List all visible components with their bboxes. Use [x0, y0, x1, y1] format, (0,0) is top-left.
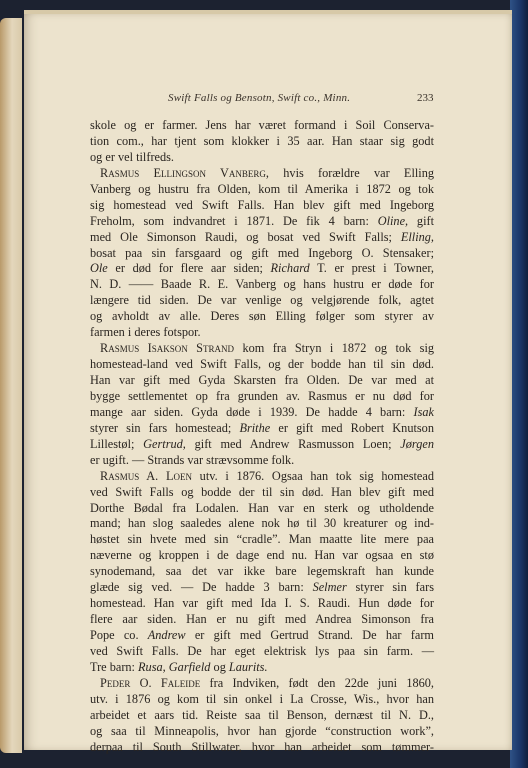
- text-run: ved Swift Falls og bodde der til sin død. Han blev gift med: [90, 484, 434, 499]
- text-line: [90, 644, 434, 660]
- text-line: [90, 230, 434, 246]
- text-run: ved Swift Falls. De har eget elektrisk lys paa sin farm. —: [90, 643, 434, 658]
- text-line: [90, 437, 434, 453]
- text-run: Isak: [413, 404, 434, 419]
- text-run: synodemand, saa det var ikke bare legemskraft han kunde: [90, 564, 434, 579]
- text-run: Oline,: [377, 213, 409, 228]
- text-run: Andrew: [147, 628, 186, 642]
- text-line: [90, 724, 434, 740]
- text-run: gift med Andrew Rasmusson Loen;: [185, 436, 401, 451]
- text-run: er død for flere aar siden;: [107, 261, 271, 276]
- text-run: og saa til Minneapolis, hvor han gjorde “construction work”,: [90, 723, 434, 738]
- text-run: hvis forældre var Elling: [269, 165, 434, 180]
- text-run: Brithe: [239, 420, 271, 435]
- text-run: Rusa, Garfield: [138, 659, 211, 674]
- text-run: Richard: [270, 261, 310, 276]
- text-line: [90, 214, 434, 230]
- text-run: med Ole Simonson Raudi, og bosat ved Swift Falls;: [90, 229, 401, 244]
- text-run: er gift med Gertrud Strand. De har farm: [185, 628, 434, 642]
- text-run: Vanberg og hustru fra Olden, kom til Amerika i 1872 og tok: [90, 181, 434, 196]
- text-run: utv. i 1876 og kom til sin onkel i La Crosse, Wis., hvor han: [90, 691, 434, 706]
- text-run: glæde sig ved. — De hadde 3 barn:: [90, 580, 313, 595]
- text-line: [90, 580, 434, 596]
- body-text: [90, 118, 434, 756]
- text-line: [90, 277, 434, 293]
- text-line: [90, 341, 434, 357]
- text-run: bosat paa sin farsgaard og gift med Ingeborg O. Stensaker;: [90, 245, 434, 260]
- text-run: Rasmus Ellingson Vanberg,: [100, 165, 269, 180]
- text-run: tion com., har tjent som klokker i 35 aar. Han staar sig godt: [90, 133, 434, 148]
- text-run: styrer sin fars homestead;: [90, 420, 240, 435]
- text-line: [90, 676, 434, 692]
- text-run: skole og er farmer. Jens har været formand i Soil Conserva-: [90, 118, 434, 132]
- text-run: gift: [408, 213, 435, 228]
- text-run: Laurits.: [228, 659, 268, 674]
- text-run: Rasmus Isakson Strand: [100, 341, 235, 356]
- text-line: [90, 564, 434, 580]
- text-run: T. er prest i Towner,: [309, 261, 434, 276]
- text-line: [90, 405, 434, 421]
- text-run: og: [210, 659, 229, 674]
- text-run: Peder O. Faleide: [100, 675, 201, 690]
- text-run: næverne og kroppen i de dage end nu. Han var ogsaa en stø: [90, 548, 434, 563]
- text-run: Lillestøl;: [90, 436, 144, 451]
- text-line: [90, 261, 434, 277]
- text-line: [90, 309, 434, 325]
- text-run: og er vel tilfreds.: [90, 149, 175, 164]
- text-run: er gift med Robert Knutson: [270, 420, 434, 435]
- text-run: mand; han slog saaledes alene nok hø til 30 kreaturer og ind-: [90, 516, 434, 531]
- text-line: [90, 612, 434, 628]
- text-run: Tre barn:: [90, 659, 139, 674]
- text-run: Rasmus A. Loen: [100, 468, 192, 483]
- text-line: [90, 708, 434, 724]
- text-run: Han var gift med Gyda Skarsten fra Olden. De var med at: [90, 373, 434, 387]
- text-run: Jørgen: [400, 436, 434, 451]
- text-run: arbeidet et aars tid. Reiste saa til Benson, dernæst til N. D.,: [90, 707, 434, 722]
- text-line: [90, 357, 434, 373]
- text-run: bygge settlementet op fra grunden av. Rasmus er nu død for: [90, 388, 434, 403]
- text-line: [90, 548, 434, 564]
- text-line: [90, 198, 434, 214]
- text-line: [90, 596, 434, 612]
- text-line: [90, 134, 434, 150]
- text-line: [90, 660, 434, 676]
- text-run: derpaa til South Stillwater, hvor han arbeidet som tømmer-: [90, 739, 434, 754]
- text-run: sig homestead ved Swift Falls. Han blev gift med Ingeborg: [90, 197, 434, 212]
- text-run: kom fra Stryn i 1872 og tok sig: [234, 341, 435, 356]
- running-head: Swift Falls og Bensotn, Swift co., Minn.: [168, 92, 351, 104]
- text-line: [90, 166, 434, 182]
- text-line: [90, 692, 434, 708]
- text-run: mange aar siden. Gyda døde i 1939. De hadde 4 barn:: [90, 404, 414, 419]
- text-line: [90, 740, 434, 756]
- text-line: [90, 325, 434, 341]
- text-run: og avholdt av alle. Deres søn Elling følger som styrer av: [90, 309, 434, 324]
- text-run: høstet sin hvete med sin “cradle”. Man maatte lite mere paa: [90, 532, 434, 547]
- text-line: [90, 389, 434, 405]
- text-run: Freholm, som indvandret i 1871. De fik 4 barn:: [90, 213, 378, 228]
- text-run: homestead-land ved Swift Falls, og der bodde han til sin død.: [90, 357, 434, 372]
- text-line: [90, 501, 434, 517]
- text-run: længere tid siden. De var venlige og velgjørende folk, agtet: [90, 293, 434, 308]
- text-line: [90, 532, 434, 548]
- text-run: Selmer: [312, 580, 347, 595]
- text-line: [90, 628, 434, 644]
- text-line: [90, 150, 434, 166]
- text-run: Dorthe Bødal fra Lodalen. Han var en sterk og utholdende: [90, 500, 434, 515]
- text-run: utv. i 1876. Ogsaa han tok sig homestead: [191, 468, 434, 483]
- text-line: [90, 485, 434, 501]
- text-run: Pope co.: [90, 628, 148, 642]
- text-run: fra Indviken, født den 22de juni 1860,: [200, 675, 434, 690]
- text-run: farmen i deres fotspor.: [90, 325, 201, 340]
- text-run: homestead. Han var gift med Ida I. S. Raudi. Hun døde for: [90, 596, 434, 611]
- text-run: Gertrud,: [143, 436, 186, 451]
- text-line: [90, 293, 434, 309]
- text-run: N. D. —— Baade R. E. Vanberg og hans hustru er døde for: [90, 277, 434, 292]
- text-line: [90, 516, 434, 532]
- text-run: Ole: [90, 261, 108, 276]
- facing-page-edge: [0, 18, 22, 753]
- text-run: Elling,: [400, 229, 434, 244]
- book-cover-edge: [510, 0, 528, 768]
- text-run: er ugift. — Strands var strævsomme folk.: [90, 452, 295, 467]
- text-line: [90, 453, 434, 469]
- text-line: [90, 421, 434, 437]
- text-line: [90, 469, 434, 485]
- text-run: flere aar siden. Han er nu gift med Andrea Simonson fra: [90, 612, 434, 627]
- text-line: [90, 182, 434, 198]
- text-line: [90, 118, 434, 134]
- text-line: [90, 246, 434, 262]
- text-run: styrer sin fars: [346, 580, 434, 595]
- page-number: 233: [417, 92, 434, 104]
- text-line: [90, 373, 434, 389]
